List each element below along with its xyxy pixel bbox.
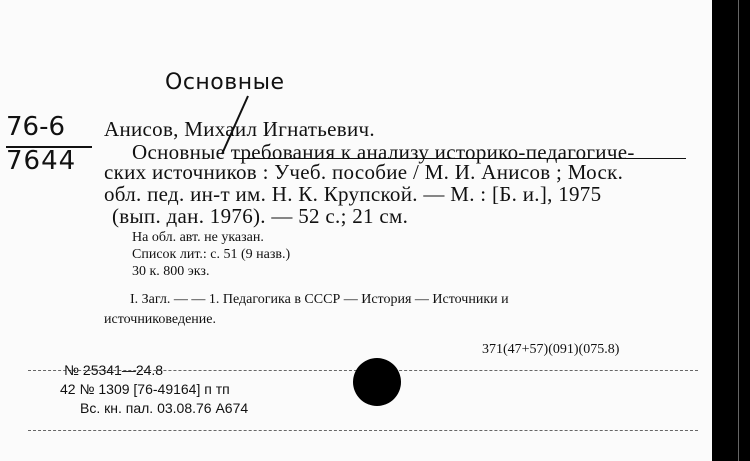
handwritten-annotation: Основные xyxy=(165,70,285,95)
collation-line: (вып. дан. 1976). — 52 с.; 21 см. xyxy=(112,204,409,228)
author-heading: Анисов, Михаил Игнатьевич. xyxy=(104,117,375,141)
note-bibliography: Список лит.: с. 51 (9 назв.) xyxy=(132,247,291,262)
note-author: На обл. авт. не указан. xyxy=(132,230,264,245)
call-number-top: 76-6 xyxy=(6,112,66,142)
title-underline xyxy=(234,158,686,159)
subject-tracings-line-1: I. Загл. — — 1. Педагогика в СССР — История — Источники и xyxy=(130,292,509,307)
subject-tracings-line-2: источниковедение. xyxy=(104,312,216,327)
udc-classification: 371(47+57)(091)(075.8) xyxy=(482,342,620,357)
card-edge-shadow xyxy=(712,0,738,461)
punch-hole xyxy=(353,358,401,406)
note-price-print-run: 30 к. 800 экз. xyxy=(132,264,210,279)
footer-rule-bottom xyxy=(28,430,698,431)
footer-chamber-date: Вс. кн. пал. 03.08.76 А674 xyxy=(80,400,249,416)
title-line-1: Основные требования к анализу историко-педагогиче- xyxy=(132,140,635,164)
footer-order-number: 42 № 1309 [76-49164] п тп xyxy=(60,381,230,397)
title-line-2: ских источников : Учеб. пособие / М. И. Анисов ; Моск. xyxy=(104,160,624,184)
imprint-line: обл. пед. ин-т им. Н. К. Крупской. — М. : [Б. и.], 1975 xyxy=(104,182,602,206)
call-number-bottom: 7644 xyxy=(6,146,77,176)
footer-registration-number: № 25341—24.8 xyxy=(64,362,164,378)
scan-edge-strip xyxy=(738,0,750,461)
